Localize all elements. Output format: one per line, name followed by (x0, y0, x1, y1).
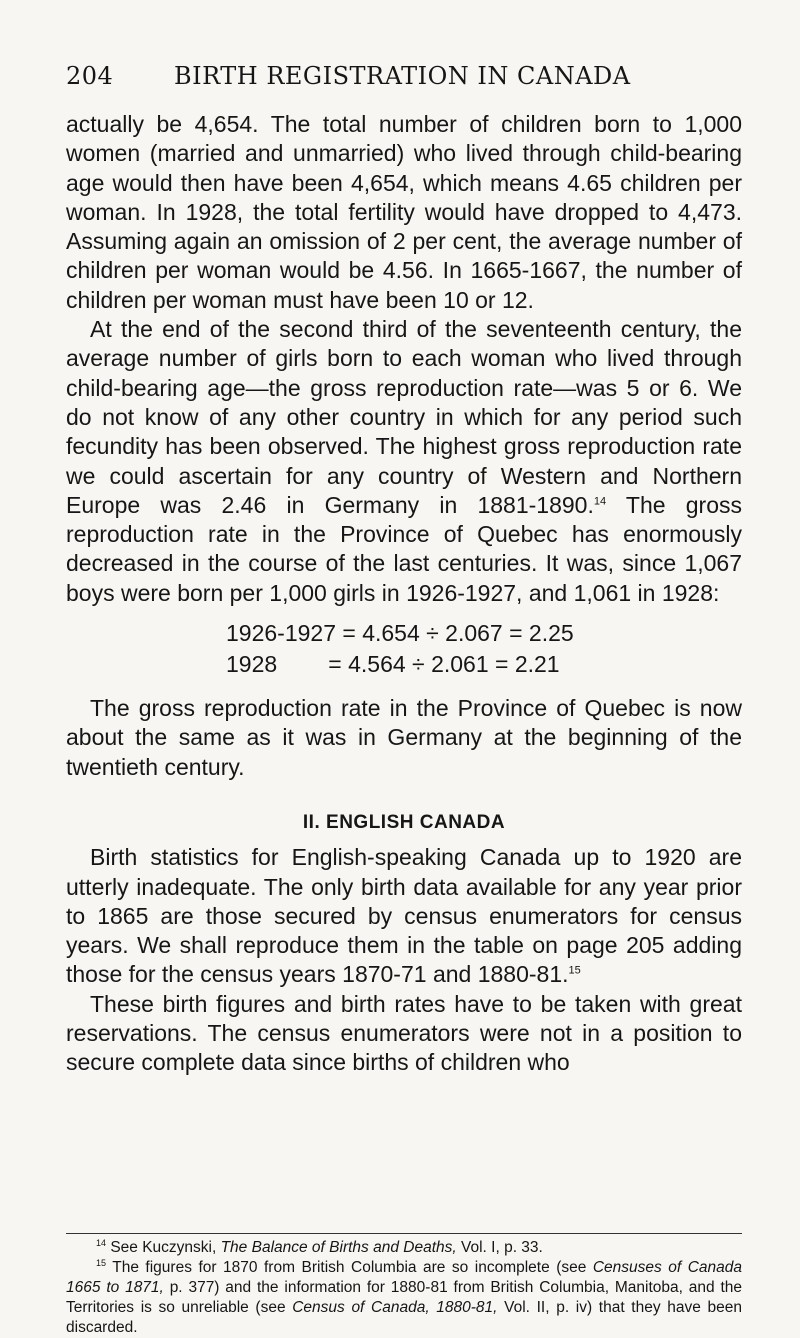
body-text (66, 110, 742, 1078)
footnote-text: Vol. I, p. 33. (456, 1239, 543, 1256)
reproduction-rate-formulas (226, 618, 742, 680)
running-title: BIRTH REGISTRATION IN CANADA (174, 62, 631, 90)
footnote-text: See Kuczynski, (106, 1239, 221, 1256)
paragraph-4-text: Birth statistics for English-speaking Canada up to 1920 are utterly inadequate. The only birth data available for any year prior to 1865 are those secured by census enumerators for census years. We shall reproduce them in the table on page 205 adding those for the census years 1870-71 and 1880-81. (66, 844, 742, 988)
paragraph-2-text-a: At the end of the second third of the seventeenth century, the average number of girls born to each woman who lived through child-bearing age—the gross reproduction rate—was 5 or 6. We do not know of any other country in which for any period such fecundity has been observed. The highest gross reproduction rate we could ascertain for any country of Western and Northern Europe was 2.46 in Germany in 1881-1890. (66, 316, 742, 518)
footnote-text: p. 377) and the information for 1880-81 from British Columbia, Manitoba, and the Territories is so unreliable (see (66, 1279, 742, 1316)
formula-1926-1927: 1926-1927 = 4.654 ÷ 2.067 = 2.25 (226, 620, 574, 647)
paragraph-2 (66, 315, 742, 608)
footnote-text: Vol. II, p. iv) that they have been discarded. (66, 1299, 742, 1336)
footnote-divider (66, 1233, 742, 1234)
footnotes (66, 1238, 742, 1338)
section-heading: II. ENGLISH CANADA (302, 811, 506, 833)
footnote-14 (66, 1238, 742, 1258)
footnote-number: 15 (96, 1257, 107, 1268)
page-header (66, 62, 746, 92)
cited-title: Census of Canada, 1880-81, (292, 1299, 498, 1316)
footnote-ref-14: 14 (593, 495, 607, 508)
footnote-ref-15: 15 (568, 964, 581, 977)
paragraph-1: actually be 4,654. The total number of children born to 1,000 women (married and unmarried) who lived through child-bearing age would then have been 4,654, which means 4.65 children per woman. In 1928, the total fertility would have dropped to 4,473. Assuming again an omission of 2 per cent, the average number of children per woman would be 4.56. In 1665-1667, the number of children per woman must have been 10 or 12. (66, 111, 742, 313)
footnote-number: 14 (96, 1237, 107, 1248)
paragraph-5: These birth figures and birth rates have to be taken with great reservations. The census enumerators were not in a position to secure complete data since births of children who (66, 990, 742, 1076)
paragraph-3: The gross reproduction rate in the Province of Quebec is now about the same as it was in Germany at the beginning of the twentieth century. (66, 695, 742, 780)
footnote-15 (66, 1258, 742, 1338)
paragraph-2-text-b: The gross reproduction rate in the Province of Quebec has enormously decreased in the course of the last centuries. It was, since 1,067 boys were born per 1,000 girls in 1926-1927, and 1,061 in 1928: (66, 491, 742, 606)
cited-title: The Balance of Births and Deaths, (220, 1239, 457, 1256)
footnote-text: The figures for 1870 from British Columbia are so incomplete (see (106, 1259, 593, 1276)
page-number: 204 (66, 62, 114, 90)
paragraph-4 (66, 843, 742, 989)
cited-title: Censuses of Canada 1665 to 1871, (66, 1259, 742, 1296)
formula-1928: 1928 = 4.564 ÷ 2.061 = 2.21 (226, 651, 560, 678)
